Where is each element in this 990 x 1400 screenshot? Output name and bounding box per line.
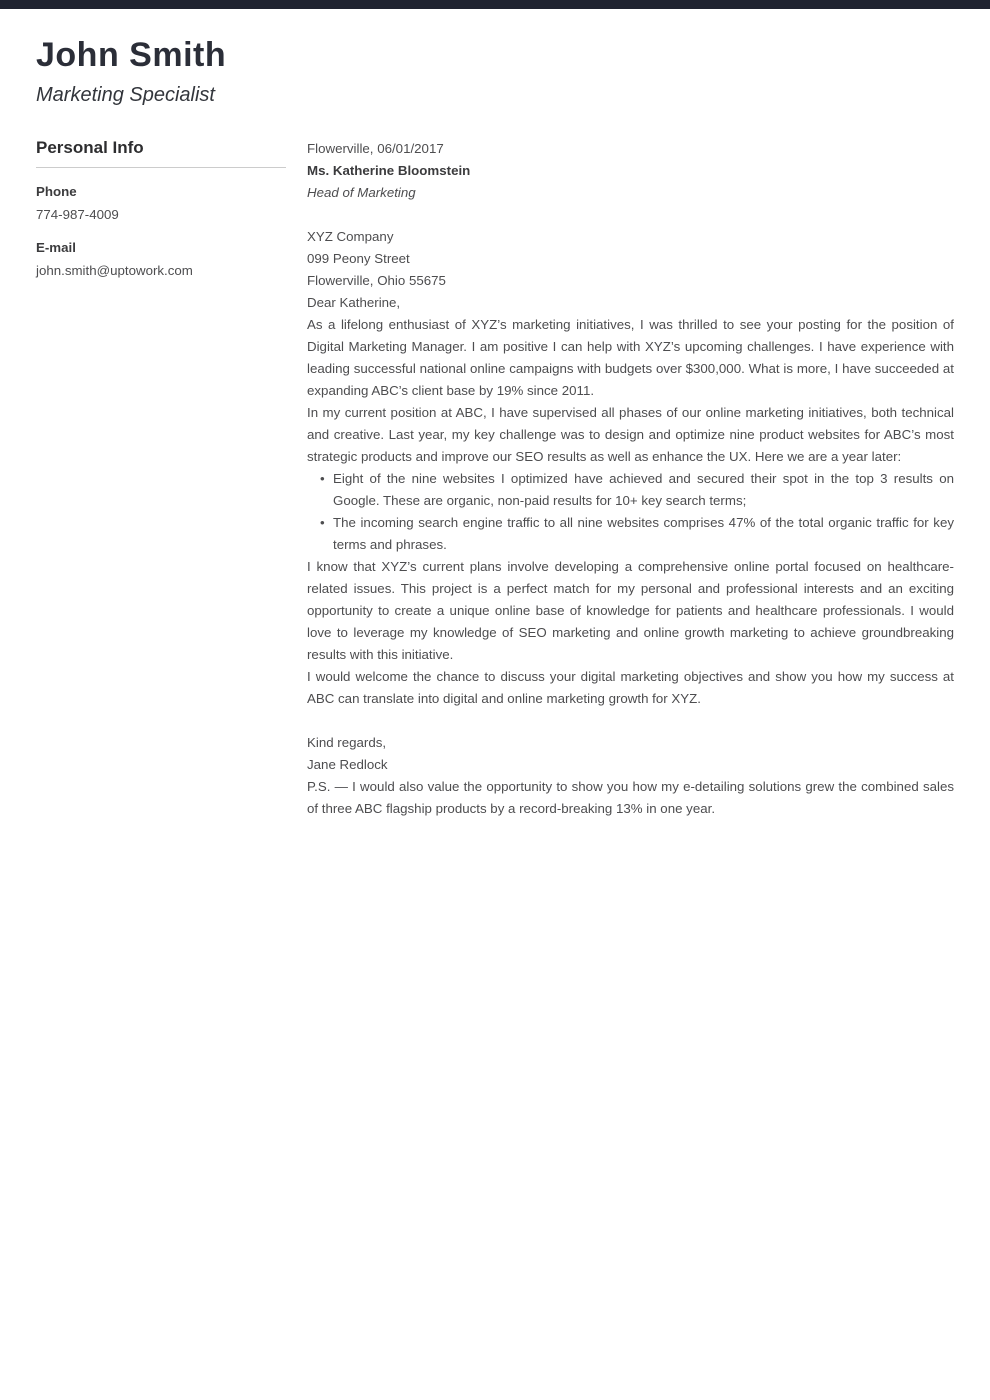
- paragraph-call-to-action: I would welcome the chance to discuss your digital marketing objectives and show you how my success at ABC can translate into digital and online marketing growth for XYZ.: [307, 669, 954, 706]
- signature-name: Jane Redlock: [307, 757, 388, 772]
- applicant-job-title: Marketing Specialist: [36, 84, 215, 106]
- company-city: Flowerville, Ohio 55675: [307, 273, 446, 288]
- accent-bar: [0, 0, 990, 9]
- closing-phrase: Kind regards,: [307, 735, 387, 750]
- content-columns: [36, 138, 954, 820]
- paragraph-current-position: In my current position at ABC, I have supervised all phases of our online marketing initiatives, both technical and creative. Last year, my key challenge was to design and optimize nine product websites for ABC’s most strategic products and improve our SEO results as well as enhance the UX. Here we are a year later:: [307, 405, 954, 464]
- list-item-text: The incoming search engine traffic to all nine websites comprises 47% of the total organic traffic for key terms and phrases.: [333, 515, 954, 552]
- list-item: [307, 468, 954, 512]
- achievements-list: [307, 468, 954, 556]
- phone-field: [36, 183, 286, 224]
- recipient-name: Ms. Katherine Bloomstein: [307, 163, 471, 178]
- postscript: P.S. — I would also value the opportunity to show you how my e-detailing solutions grew the combined sales of three ABC flagship products by a record-breaking 13% in one year.: [307, 779, 954, 816]
- recipient-title: Head of Marketing: [307, 185, 416, 200]
- letter-body: [307, 138, 954, 820]
- recipient-block: [307, 160, 954, 204]
- list-item: [307, 512, 954, 556]
- email-value: john.smith@uptowork.com: [36, 263, 193, 278]
- sidebar-heading: Personal Info: [36, 138, 286, 168]
- company-street: 099 Peony Street: [307, 251, 410, 266]
- bullet-icon: •: [320, 471, 325, 486]
- personal-info-sidebar: [36, 138, 286, 280]
- email-field: [36, 239, 286, 280]
- list-item-text: Eight of the nine websites I optimized have achieved and secured their spot in the top 3 results on Google. These are organic, non-paid results for 10+ key search terms;: [333, 471, 954, 508]
- salutation: Dear Katherine,: [307, 295, 401, 310]
- company-address-block: [307, 226, 954, 292]
- paragraph-project-match: I know that XYZ’s current plans involve developing a comprehensive online portal focused on healthcare-related issues. This project is a perfect match for my personal and professional interests and an exciting opportunity to create a unique online base of knowledge for patients and healthcare professionals. I would love to leverage my knowledge of SEO marketing and online growth marketing to achieve groundbreaking results with this initiative.: [307, 559, 954, 662]
- bullet-icon: •: [320, 515, 325, 530]
- cover-letter-page: [0, 9, 990, 820]
- applicant-name: John Smith: [36, 36, 227, 74]
- phone-label: Phone: [36, 184, 77, 199]
- phone-value: 774-987-4009: [36, 207, 119, 222]
- company-name: XYZ Company: [307, 229, 394, 244]
- closing-block: [307, 732, 954, 776]
- date-line: Flowerville, 06/01/2017: [307, 141, 444, 156]
- paragraph-intro: As a lifelong enthusiast of XYZ’s marketing initiatives, I was thrilled to see your posting for the position of Digital Marketing Manager. I am positive I can help with XYZ’s upcoming challenges. I have experience with leading successful national online campaigns with budgets over $300,000. What is more, I have succeeded at expanding ABC’s client base by 19% since 2011.: [307, 317, 954, 398]
- email-label: E-mail: [36, 240, 76, 255]
- document-header: [36, 9, 954, 107]
